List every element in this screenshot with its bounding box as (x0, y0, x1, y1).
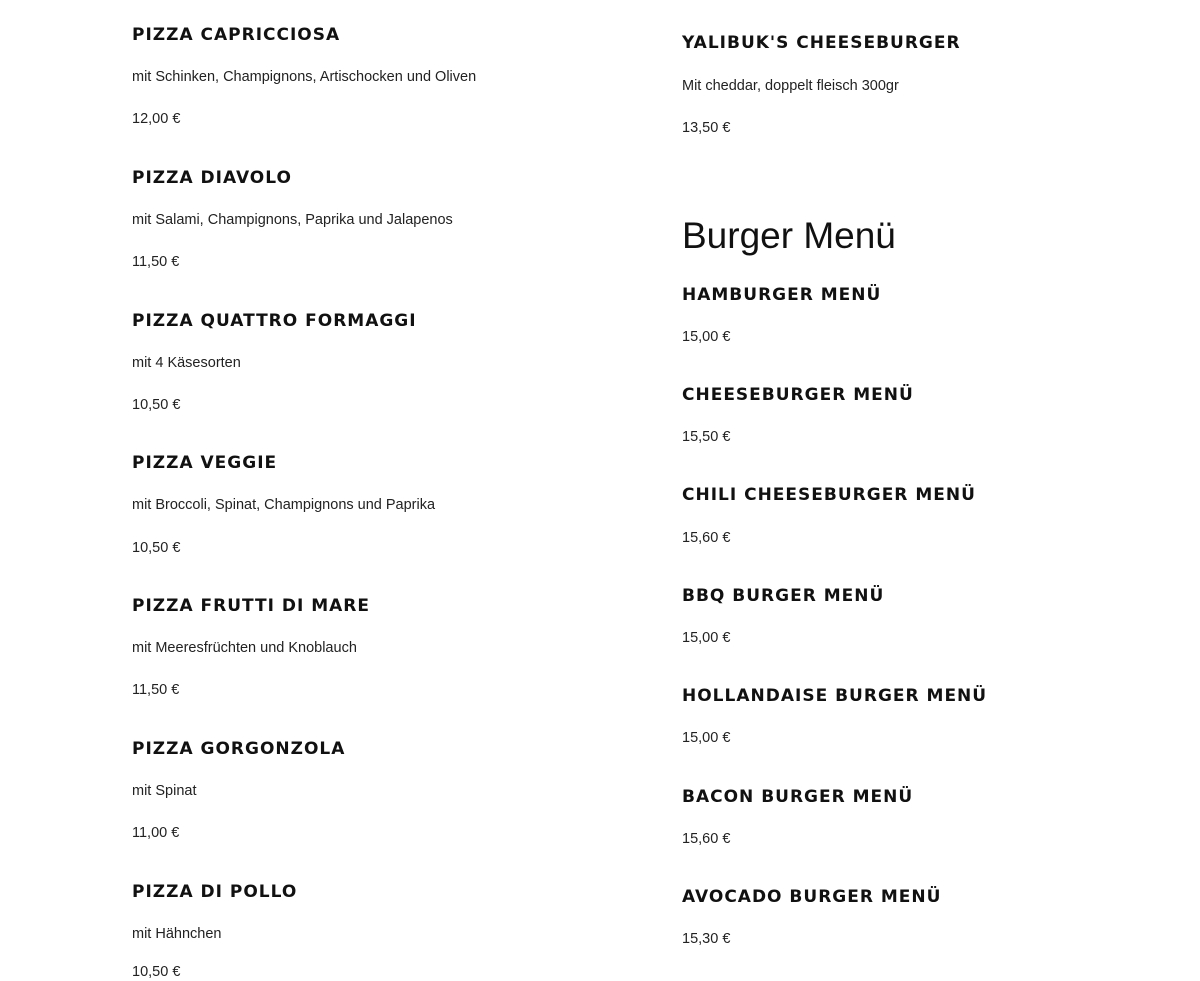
section-title: Burger Menü (682, 215, 896, 256)
item-description: mit Spinat (132, 783, 197, 799)
item-name: HOLLANDAISE BURGER MENÜ (682, 686, 988, 706)
item-description: mit Meeresfrüchten und Knoblauch (132, 640, 357, 656)
item-name: PIZZA VEGGIE (132, 453, 278, 473)
item-name: PIZZA DI POLLO (132, 882, 298, 902)
item-name: BBQ BURGER MENÜ (682, 586, 885, 606)
item-price: 11,50 € (132, 254, 180, 270)
item-price: 12,00 € (132, 111, 181, 127)
item-name: HAMBURGER MENÜ (682, 285, 882, 305)
item-description: mit Salami, Champignons, Paprika und Jalapenos (132, 212, 453, 228)
item-name: PIZZA GORGONZOLA (132, 739, 346, 759)
item-name: PIZZA CAPRICCIOSA (132, 25, 341, 45)
item-price: 11,50 € (132, 682, 180, 698)
item-description: mit Schinken, Champignons, Artischocken und Oliven (132, 69, 477, 85)
item-price: 15,30 € (682, 931, 731, 947)
item-description: mit Broccoli, Spinat, Champignons und Paprika (132, 497, 436, 513)
item-description: mit 4 Käsesorten (132, 355, 241, 371)
item-price: 15,00 € (682, 630, 731, 646)
item-price: 15,60 € (682, 831, 731, 847)
item-description: Mit cheddar, doppelt fleisch 300gr (682, 78, 899, 94)
item-name: PIZZA QUATTRO FORMAGGI (132, 311, 417, 331)
item-name: CHEESEBURGER MENÜ (682, 385, 914, 405)
item-name: AVOCADO BURGER MENÜ (682, 887, 942, 907)
item-name: CHILI CHEESEBURGER MENÜ (682, 485, 976, 505)
item-name: PIZZA DIAVOLO (132, 168, 292, 188)
item-price: 15,60 € (682, 530, 731, 546)
item-price: 15,50 € (682, 429, 731, 445)
item-price: 10,50 € (132, 964, 181, 980)
item-price: 10,50 € (132, 540, 181, 556)
item-description: mit Hähnchen (132, 926, 222, 942)
item-name: PIZZA FRUTTI DI MARE (132, 596, 370, 616)
item-name: YALIBUK'S CHEESEBURGER (682, 33, 961, 53)
item-name: BACON BURGER MENÜ (682, 787, 914, 807)
item-price: 15,00 € (682, 329, 731, 345)
item-price: 11,00 € (132, 825, 180, 841)
item-price: 10,50 € (132, 397, 181, 413)
item-price: 15,00 € (682, 730, 731, 746)
item-price: 13,50 € (682, 120, 731, 136)
